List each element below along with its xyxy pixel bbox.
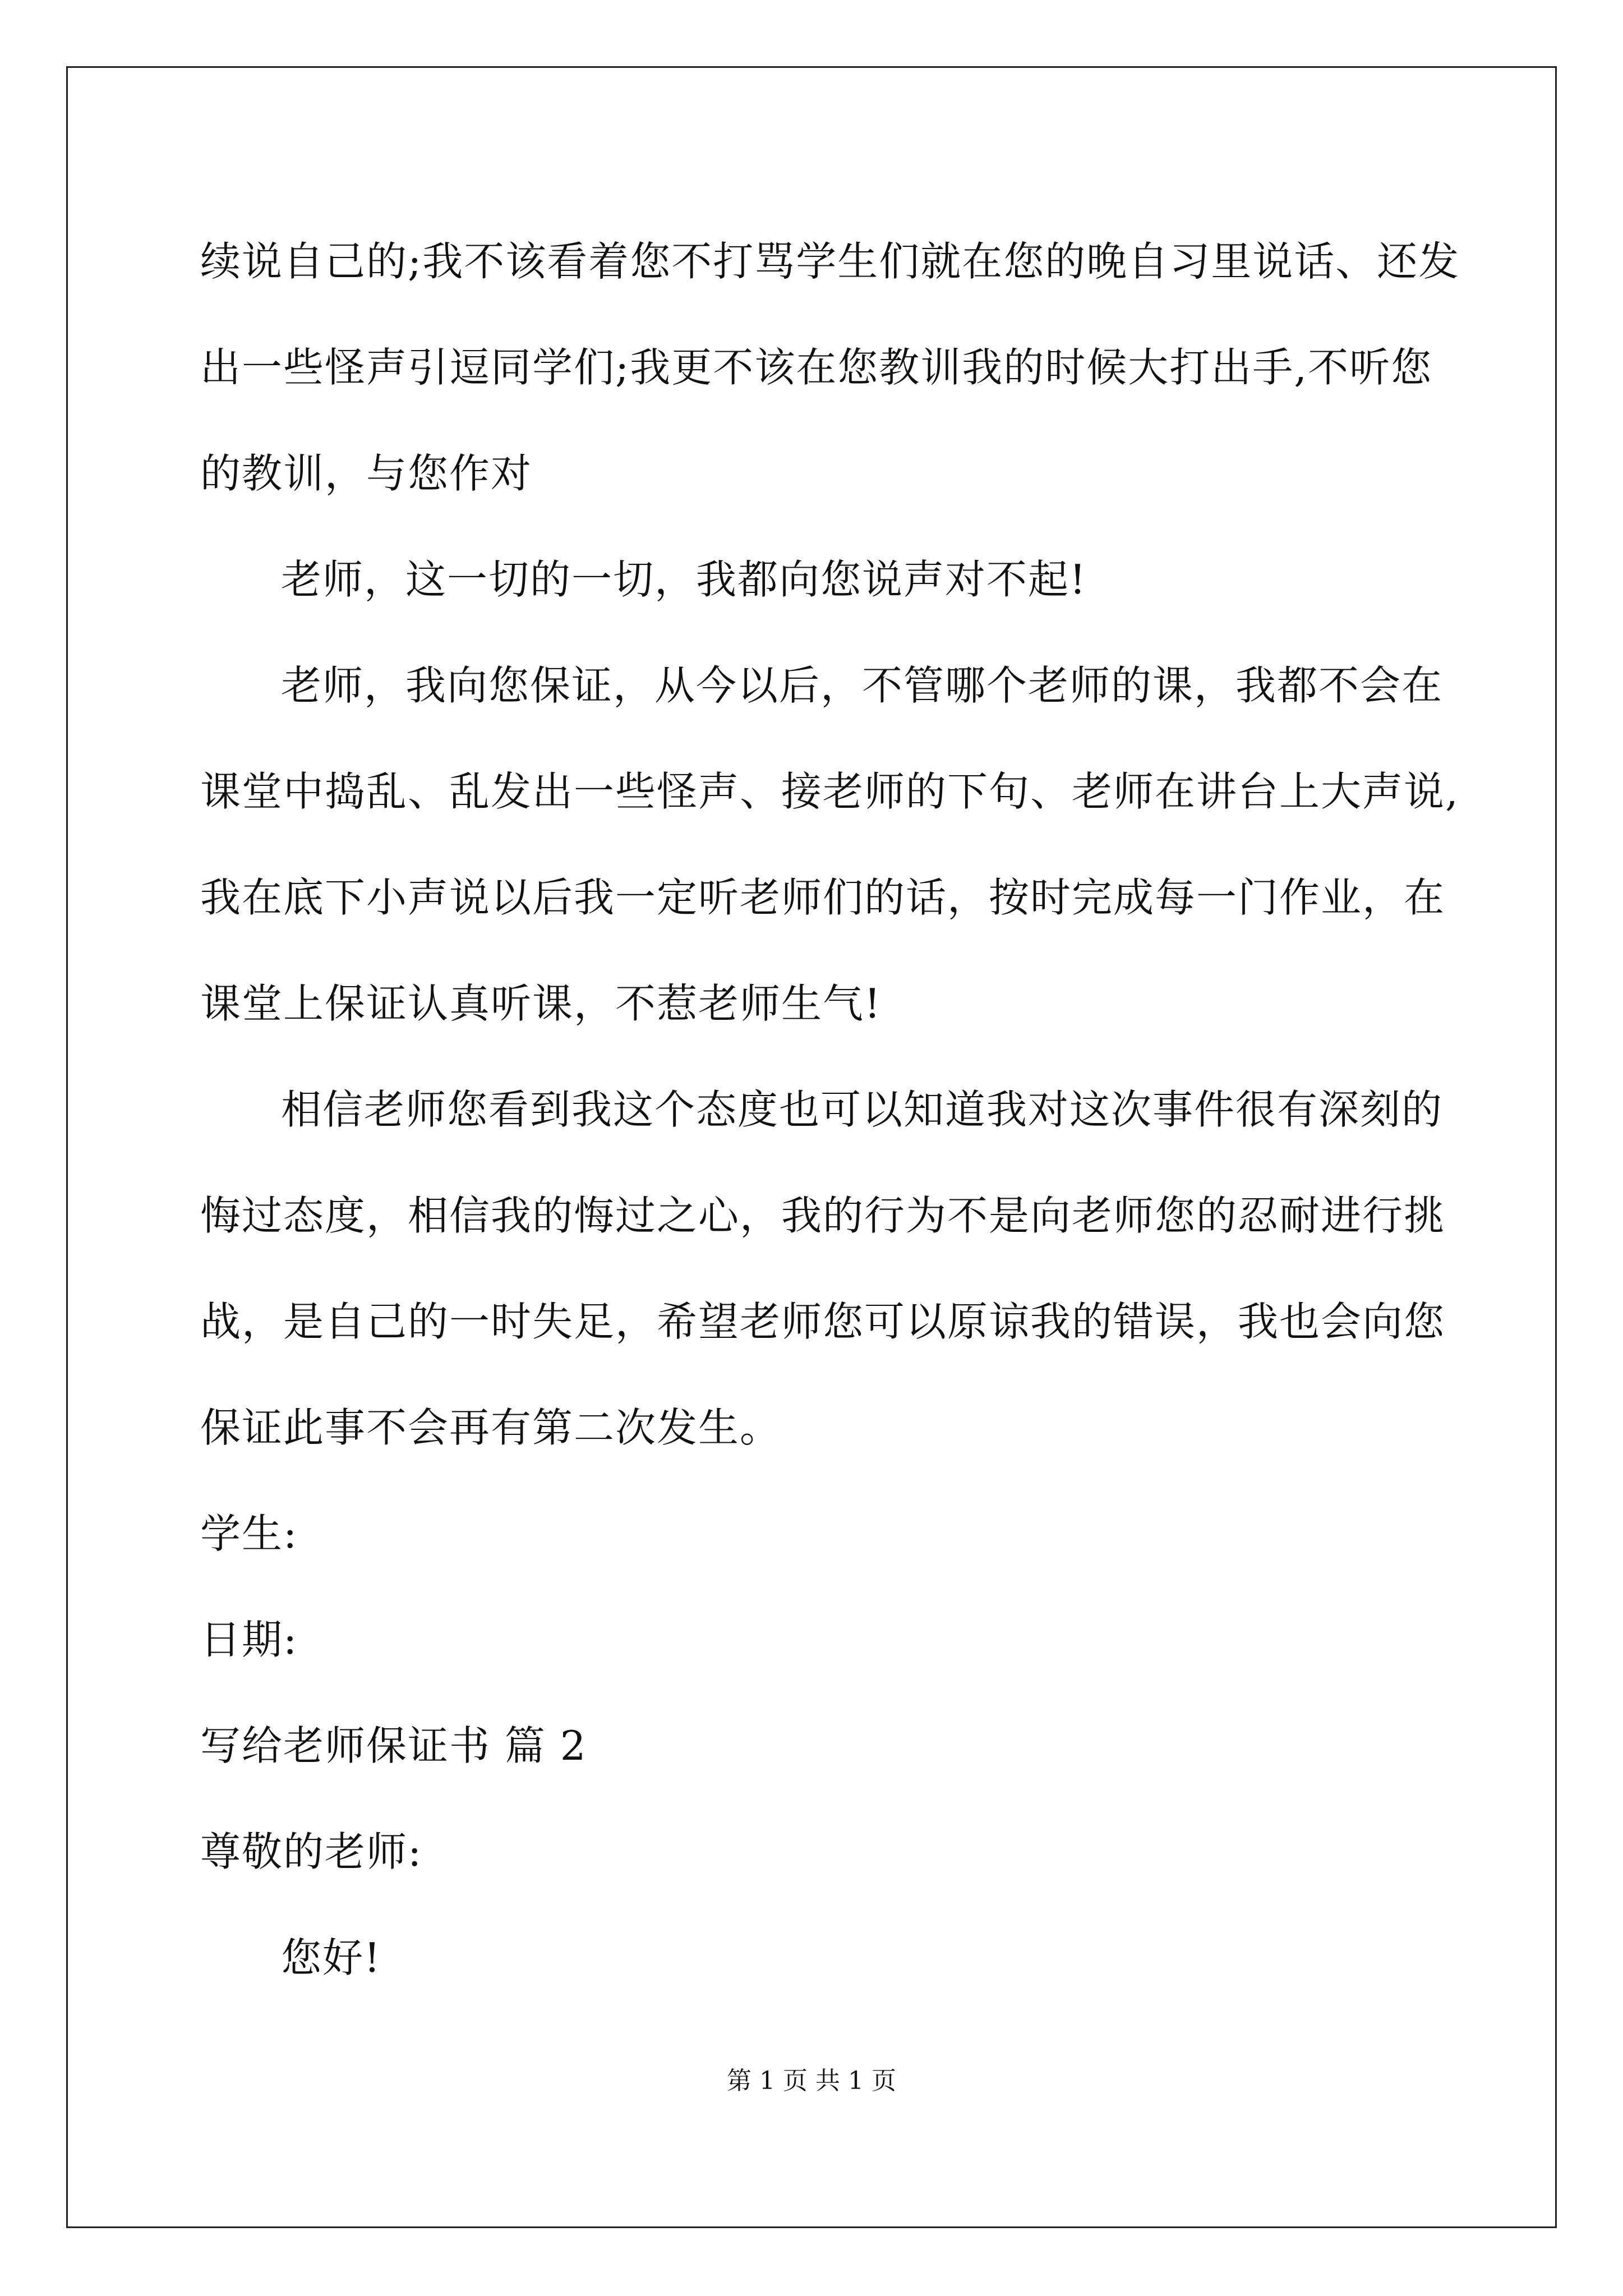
paragraph-line: 战，是自己的一时失足，希望老师您可以原谅我的错误，我也会向您: [200, 1298, 1446, 1345]
section-title: 写给老师保证书 篇 2: [200, 1722, 587, 1769]
paragraph-line: 续说自己的;我不该看着您不打骂学生们就在您的晚自习里说话、还发: [200, 238, 1460, 285]
document-body: [200, 209, 1460, 2011]
paragraph-line: 老师，这一切的一切，我都向您说声对不起!: [281, 556, 1087, 603]
paragraph-line: 悔过态度，相信我的悔过之心，我的行为不是向老师您的忍耐进行挑: [200, 1192, 1446, 1239]
student-label: 学生:: [200, 1510, 298, 1557]
paragraph-line: 课堂上保证认真听课，不惹老师生气!: [200, 980, 882, 1027]
paragraph-line: 我在底下小声说以后我一定听老师们的话，按时完成每一门作业，在: [200, 874, 1446, 921]
paragraph-line: 的教训，与您作对: [200, 450, 533, 497]
greeting: 您好!: [281, 1934, 381, 1981]
page-number: 第 1 页 共 1 页: [727, 2067, 896, 2095]
paragraph-line: 相信老师您看到我这个态度也可以知道我对这次事件很有深刻的: [281, 1086, 1444, 1133]
paragraph-line: 保证此事不会再有第二次发生。: [200, 1404, 782, 1451]
paragraph-line: 老师，我向您保证，从今以后，不管哪个老师的课，我都不会在: [281, 662, 1444, 709]
paragraph-line: 出一些怪声引逗同学们;我更不该在您教训我的时候大打出手,不听您: [200, 344, 1433, 391]
paragraph-line: 课堂中捣乱、乱发出一些怪声、接老师的下句、老师在讲台上大声说,: [200, 768, 1459, 815]
date-label: 日期:: [200, 1616, 298, 1663]
salutation: 尊敬的老师:: [200, 1828, 423, 1875]
